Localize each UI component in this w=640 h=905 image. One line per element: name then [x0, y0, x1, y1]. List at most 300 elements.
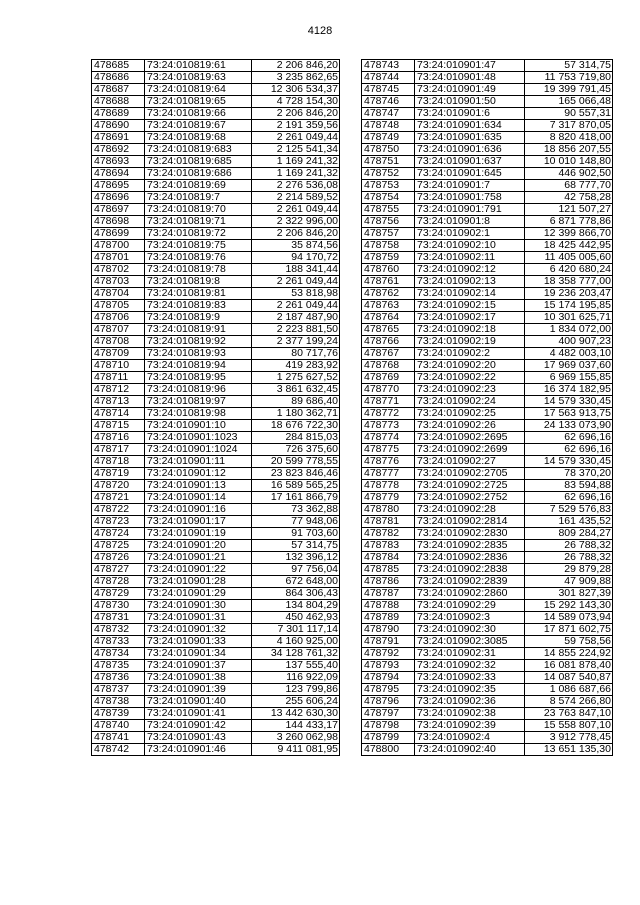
table-row: [92, 324, 340, 336]
row-number: 478752: [362, 168, 415, 180]
cadastral-value: 57 314,75: [252, 540, 340, 552]
cadastral-number: 73:24:010819:98: [145, 408, 252, 420]
row-number: 478771: [362, 396, 415, 408]
cadastral-number: 73:24:010901:12: [145, 468, 252, 480]
row-number: 478727: [92, 564, 145, 576]
cadastral-value: 26 788,32: [525, 540, 613, 552]
row-number: 478712: [92, 384, 145, 396]
row-number: 478744: [362, 72, 415, 84]
row-number: 478796: [362, 696, 415, 708]
row-number: 478779: [362, 492, 415, 504]
table-row: [362, 300, 613, 312]
table-row: [362, 288, 613, 300]
cadastral-value: 24 133 073,90: [525, 420, 613, 432]
cadastral-number: 73:24:010902:18: [415, 324, 525, 336]
row-number: 478732: [92, 624, 145, 636]
row-number: 478788: [362, 600, 415, 612]
cadastral-value: 83 594,88: [525, 480, 613, 492]
cadastral-value: 7 317 870,05: [525, 120, 613, 132]
table-row: [362, 444, 613, 456]
cadastral-number: 73:24:010902:22: [415, 372, 525, 384]
row-number: 478686: [92, 72, 145, 84]
table-row: [92, 684, 340, 696]
row-number: 478724: [92, 528, 145, 540]
row-number: 478718: [92, 456, 145, 468]
cadastral-value: 10 301 625,71: [525, 312, 613, 324]
cadastral-value: 89 686,40: [252, 396, 340, 408]
cadastral-number: 73:24:010901:28: [145, 576, 252, 588]
cadastral-number: 73:24:010901:37: [145, 660, 252, 672]
cadastral-number: 73:24:010819:66: [145, 108, 252, 120]
cadastral-number: 73:24:010819:81: [145, 288, 252, 300]
table-row: [362, 708, 613, 720]
cadastral-value: 18 856 207,55: [525, 144, 613, 156]
cadastral-value: 672 648,00: [252, 576, 340, 588]
cadastral-value: 91 703,60: [252, 528, 340, 540]
cadastral-number: 73:24:010901:48: [415, 72, 525, 84]
table-row: [92, 72, 340, 84]
cadastral-value: 1 180 362,71: [252, 408, 340, 420]
cadastral-number: 73:24:010819:67: [145, 120, 252, 132]
table-row: [362, 192, 613, 204]
table-row: [362, 480, 613, 492]
cadastral-number: 73:24:010819:8: [145, 276, 252, 288]
row-number: 478689: [92, 108, 145, 120]
cadastral-number: 73:24:010901:1023: [145, 432, 252, 444]
cadastral-number: 73:24:010819:71: [145, 216, 252, 228]
cadastral-number: 73:24:010901:38: [145, 672, 252, 684]
cadastral-value: 2 276 536,08: [252, 180, 340, 192]
cadastral-value: 35 874,56: [252, 240, 340, 252]
cadastral-number: 73:24:010819:683: [145, 144, 252, 156]
cadastral-number: 73:24:010902:1: [415, 228, 525, 240]
table-row: [362, 132, 613, 144]
table-row: [362, 348, 613, 360]
table-row: [362, 396, 613, 408]
cadastral-value: 17 969 037,60: [525, 360, 613, 372]
cadastral-value: 2 206 846,20: [252, 228, 340, 240]
cadastral-number: 73:24:010901:7: [415, 180, 525, 192]
cadastral-value: 123 799,86: [252, 684, 340, 696]
cadastral-value: 47 909,88: [525, 576, 613, 588]
cadastral-value: 2 261 049,44: [252, 132, 340, 144]
table-row: [92, 696, 340, 708]
table-row: [92, 528, 340, 540]
row-number: 478735: [92, 660, 145, 672]
cadastral-value: 2 261 049,44: [252, 204, 340, 216]
row-number: 478722: [92, 504, 145, 516]
cadastral-value: 4 482 003,10: [525, 348, 613, 360]
cadastral-value: 23 763 847,10: [525, 708, 613, 720]
table-row: [362, 168, 613, 180]
cadastral-number: 73:24:010901:14: [145, 492, 252, 504]
cadastral-number: 73:24:010902:2838: [415, 564, 525, 576]
row-number: 478719: [92, 468, 145, 480]
table-row: [92, 660, 340, 672]
row-number: 478781: [362, 516, 415, 528]
cadastral-number: 73:24:010902:2860: [415, 588, 525, 600]
row-number: 478746: [362, 96, 415, 108]
cadastral-number: 73:24:010902:30: [415, 624, 525, 636]
table-row: [362, 120, 613, 132]
table-row: [92, 612, 340, 624]
row-number: 478745: [362, 84, 415, 96]
table-row: [92, 492, 340, 504]
cadastral-value: 3 861 632,45: [252, 384, 340, 396]
cadastral-value: 78 370,20: [525, 468, 613, 480]
row-number: 478723: [92, 516, 145, 528]
table-row: [92, 456, 340, 468]
cadastral-number: 73:24:010902:17: [415, 312, 525, 324]
row-number: 478734: [92, 648, 145, 660]
table-row: [92, 276, 340, 288]
table-row: [362, 564, 613, 576]
table-row: [92, 708, 340, 720]
row-number: 478692: [92, 144, 145, 156]
table-row: [92, 540, 340, 552]
cadastral-value: 12 306 534,37: [252, 84, 340, 96]
table-row: [92, 468, 340, 480]
row-number: 478750: [362, 144, 415, 156]
row-number: 478709: [92, 348, 145, 360]
cadastral-value: 137 555,40: [252, 660, 340, 672]
row-number: 478739: [92, 708, 145, 720]
cadastral-value: 14 855 224,92: [525, 648, 613, 660]
table-row: [92, 744, 340, 756]
cadastral-number: 73:24:010902:24: [415, 396, 525, 408]
cadastral-value: 132 396,12: [252, 552, 340, 564]
row-number: 478766: [362, 336, 415, 348]
cadastral-value: 4 160 925,00: [252, 636, 340, 648]
row-number: 478711: [92, 372, 145, 384]
cadastral-value: 18 676 722,30: [252, 420, 340, 432]
row-number: 478757: [362, 228, 415, 240]
cadastral-number: 73:24:010902:2752: [415, 492, 525, 504]
cadastral-number: 73:24:010901:634: [415, 120, 525, 132]
row-number: 478765: [362, 324, 415, 336]
table-row: [92, 420, 340, 432]
cadastral-value: 68 777,70: [525, 180, 613, 192]
row-number: 478775: [362, 444, 415, 456]
table-row: [362, 528, 613, 540]
cadastral-number: 73:24:010901:31: [145, 612, 252, 624]
cadastral-number: 73:24:010819:75: [145, 240, 252, 252]
cadastral-number: 73:24:010819:83: [145, 300, 252, 312]
cadastral-value: 121 507,27: [525, 204, 613, 216]
cadastral-value: 17 161 866,79: [252, 492, 340, 504]
cadastral-number: 73:24:010819:76: [145, 252, 252, 264]
cadastral-number: 73:24:010901:637: [415, 156, 525, 168]
table-row: [362, 588, 613, 600]
cadastral-number: 73:24:010901:6: [415, 108, 525, 120]
cadastral-value: 726 375,60: [252, 444, 340, 456]
row-number: 478737: [92, 684, 145, 696]
row-number: 478707: [92, 324, 145, 336]
cadastral-value: 2 261 049,44: [252, 276, 340, 288]
cadastral-value: 6 420 680,24: [525, 264, 613, 276]
table-row: [92, 204, 340, 216]
table-row: [362, 636, 613, 648]
cadastral-value: 18 425 442,95: [525, 240, 613, 252]
table-row: [362, 648, 613, 660]
cadastral-number: 73:24:010902:4: [415, 732, 525, 744]
row-number: 478728: [92, 576, 145, 588]
cadastral-number: 73:24:010901:1024: [145, 444, 252, 456]
row-number: 478708: [92, 336, 145, 348]
row-number: 478785: [362, 564, 415, 576]
cadastral-number: 73:24:010902:25: [415, 408, 525, 420]
table-row: [362, 456, 613, 468]
cadastral-value: 2 377 199,24: [252, 336, 340, 348]
cadastral-number: 73:24:010901:8: [415, 216, 525, 228]
cadastral-number: 73:24:010819:68: [145, 132, 252, 144]
cadastral-value: 2 261 049,44: [252, 300, 340, 312]
cadastral-value: 14 087 540,87: [525, 672, 613, 684]
cadastral-value: 12 399 866,70: [525, 228, 613, 240]
cadastral-number: 73:24:010901:791: [415, 204, 525, 216]
cadastral-number: 73:24:010901:43: [145, 732, 252, 744]
cadastral-number: 73:24:010902:2814: [415, 516, 525, 528]
table-row: [362, 744, 613, 756]
cadastral-number: 73:24:010902:29: [415, 600, 525, 612]
cadastral-value: 59 758,56: [525, 636, 613, 648]
row-number: 478762: [362, 288, 415, 300]
table-row: [362, 432, 613, 444]
cadastral-number: 73:24:010902:39: [415, 720, 525, 732]
cadastral-value: 1 275 627,52: [252, 372, 340, 384]
row-number: 478767: [362, 348, 415, 360]
row-number: 478784: [362, 552, 415, 564]
row-number: 478793: [362, 660, 415, 672]
row-number: 478740: [92, 720, 145, 732]
cadastral-number: 73:24:010902:2830: [415, 528, 525, 540]
cadastral-number: 73:24:010902:3: [415, 612, 525, 624]
cadastral-value: 62 696,16: [525, 492, 613, 504]
cadastral-value: 13 651 135,30: [525, 744, 613, 756]
row-number: 478753: [362, 180, 415, 192]
table-row: [362, 660, 613, 672]
row-number: 478713: [92, 396, 145, 408]
cadastral-value: 9 411 081,95: [252, 744, 340, 756]
cadastral-value: 16 589 565,25: [252, 480, 340, 492]
cadastral-value: 62 696,16: [525, 444, 613, 456]
row-number: 478769: [362, 372, 415, 384]
cadastral-value: 26 788,32: [525, 552, 613, 564]
cadastral-number: 73:24:010819:9: [145, 312, 252, 324]
row-number: 478770: [362, 384, 415, 396]
row-number: 478780: [362, 504, 415, 516]
cadastral-value: 11 405 005,60: [525, 252, 613, 264]
table-row: [362, 552, 613, 564]
table-row: [92, 228, 340, 240]
table-row: [92, 300, 340, 312]
page-number: 4128: [307, 25, 333, 37]
cadastral-number: 73:24:010901:758: [415, 192, 525, 204]
table-row: [92, 636, 340, 648]
cadastral-number: 73:24:010819:78: [145, 264, 252, 276]
cadastral-value: 77 948,06: [252, 516, 340, 528]
table-row: [362, 180, 613, 192]
cadastral-number: 73:24:010902:2695: [415, 432, 525, 444]
cadastral-value: 2 206 846,20: [252, 108, 340, 120]
row-number: 478786: [362, 576, 415, 588]
row-number: 478690: [92, 120, 145, 132]
table-row: [362, 384, 613, 396]
table-row: [92, 168, 340, 180]
cadastral-value: 34 128 761,32: [252, 648, 340, 660]
cadastral-number: 73:24:010819:686: [145, 168, 252, 180]
cadastral-value: 161 435,52: [525, 516, 613, 528]
cadastral-value: 19 399 791,45: [525, 84, 613, 96]
table-row: [92, 336, 340, 348]
cadastral-value: 1 086 687,66: [525, 684, 613, 696]
cadastral-number: 73:24:010902:40: [415, 744, 525, 756]
row-number: 478738: [92, 696, 145, 708]
table-row: [362, 216, 613, 228]
cadastral-number: 73:24:010901:635: [415, 132, 525, 144]
cadastral-value: 2 187 487,90: [252, 312, 340, 324]
cadastral-number: 73:24:010902:28: [415, 504, 525, 516]
cadastral-number: 73:24:010902:13: [415, 276, 525, 288]
cadastral-value: 7 529 576,83: [525, 504, 613, 516]
row-number: 478754: [362, 192, 415, 204]
cadastral-number: 73:24:010902:2835: [415, 540, 525, 552]
table-row: [362, 84, 613, 96]
row-number: 478755: [362, 204, 415, 216]
row-number: 478790: [362, 624, 415, 636]
table-row: [92, 516, 340, 528]
cadastral-number: 73:24:010902:2839: [415, 576, 525, 588]
table-row: [92, 120, 340, 132]
cadastral-value: 16 374 182,95: [525, 384, 613, 396]
cadastral-number: 73:24:010901:41: [145, 708, 252, 720]
table-row: [362, 324, 613, 336]
row-number: 478772: [362, 408, 415, 420]
table-row: [92, 192, 340, 204]
table-row: [92, 444, 340, 456]
row-number: 478721: [92, 492, 145, 504]
table-row: [362, 516, 613, 528]
row-number: 478714: [92, 408, 145, 420]
table-row: [362, 276, 613, 288]
cadastral-value: 419 283,92: [252, 360, 340, 372]
cadastral-number: 73:24:010901:10: [145, 420, 252, 432]
cadastral-value: 3 912 778,45: [525, 732, 613, 744]
table-row: [92, 504, 340, 516]
cadastral-value: 62 696,16: [525, 432, 613, 444]
table-row: [362, 732, 613, 744]
row-number: 478756: [362, 216, 415, 228]
row-number: 478748: [362, 120, 415, 132]
cadastral-value: 809 284,27: [525, 528, 613, 540]
cadastral-value: 3 260 062,98: [252, 732, 340, 744]
row-number: 478773: [362, 420, 415, 432]
cadastral-number: 73:24:010901:39: [145, 684, 252, 696]
row-number: 478695: [92, 180, 145, 192]
cadastral-value: 94 170,72: [252, 252, 340, 264]
table-row: [362, 696, 613, 708]
cadastral-value: 20 599 778,55: [252, 456, 340, 468]
table-row: [362, 228, 613, 240]
row-number: 478758: [362, 240, 415, 252]
cadastral-value: 450 462,93: [252, 612, 340, 624]
cadastral-number: 73:24:010902:2: [415, 348, 525, 360]
row-number: 478797: [362, 708, 415, 720]
registry-table-left: [91, 59, 340, 756]
cadastral-number: 73:24:010901:21: [145, 552, 252, 564]
cadastral-value: 17 563 913,75: [525, 408, 613, 420]
row-number: 478694: [92, 168, 145, 180]
cadastral-number: 73:24:010902:32: [415, 660, 525, 672]
row-number: 478764: [362, 312, 415, 324]
cadastral-value: 7 301 117,14: [252, 624, 340, 636]
cadastral-number: 73:24:010819:96: [145, 384, 252, 396]
table-row: [92, 408, 340, 420]
row-number: 478726: [92, 552, 145, 564]
registry-table-right: [361, 59, 613, 756]
row-number: 478716: [92, 432, 145, 444]
cadastral-value: 10 010 148,80: [525, 156, 613, 168]
cadastral-value: 134 804,29: [252, 600, 340, 612]
cadastral-number: 73:24:010902:27: [415, 456, 525, 468]
row-number: 478691: [92, 132, 145, 144]
table-row: [362, 156, 613, 168]
cadastral-number: 73:24:010901:46: [145, 744, 252, 756]
cadastral-number: 73:24:010901:19: [145, 528, 252, 540]
cadastral-number: 73:24:010819:94: [145, 360, 252, 372]
table-row: [92, 132, 340, 144]
cadastral-value: 8 574 266,80: [525, 696, 613, 708]
row-number: 478763: [362, 300, 415, 312]
cadastral-number: 73:24:010819:61: [145, 60, 252, 72]
table-row: [362, 72, 613, 84]
cadastral-number: 73:24:010902:3085: [415, 636, 525, 648]
table-row: [362, 60, 613, 72]
row-number: 478787: [362, 588, 415, 600]
row-number: 478742: [92, 744, 145, 756]
cadastral-number: 73:24:010902:38: [415, 708, 525, 720]
cadastral-value: 53 818,98: [252, 288, 340, 300]
row-number: 478768: [362, 360, 415, 372]
row-number: 478698: [92, 216, 145, 228]
cadastral-value: 255 606,24: [252, 696, 340, 708]
cadastral-number: 73:24:010901:42: [145, 720, 252, 732]
cadastral-value: 1 169 241,32: [252, 168, 340, 180]
row-number: 478696: [92, 192, 145, 204]
cadastral-value: 90 557,31: [525, 108, 613, 120]
table-row: [362, 144, 613, 156]
table-row: [92, 156, 340, 168]
table-row: [92, 288, 340, 300]
table-row: [362, 312, 613, 324]
table-row: [362, 420, 613, 432]
cadastral-number: 73:24:010902:20: [415, 360, 525, 372]
table-row: [92, 624, 340, 636]
cadastral-value: 284 815,03: [252, 432, 340, 444]
cadastral-value: 29 879,28: [525, 564, 613, 576]
table-row: [92, 600, 340, 612]
cadastral-value: 15 292 143,30: [525, 600, 613, 612]
row-number: 478688: [92, 96, 145, 108]
row-number: 478720: [92, 480, 145, 492]
row-number: 478729: [92, 588, 145, 600]
table-row: [92, 648, 340, 660]
table-row: [362, 672, 613, 684]
cadastral-number: 73:24:010902:26: [415, 420, 525, 432]
cadastral-value: 14 589 073,94: [525, 612, 613, 624]
row-number: 478791: [362, 636, 415, 648]
row-number: 478783: [362, 540, 415, 552]
